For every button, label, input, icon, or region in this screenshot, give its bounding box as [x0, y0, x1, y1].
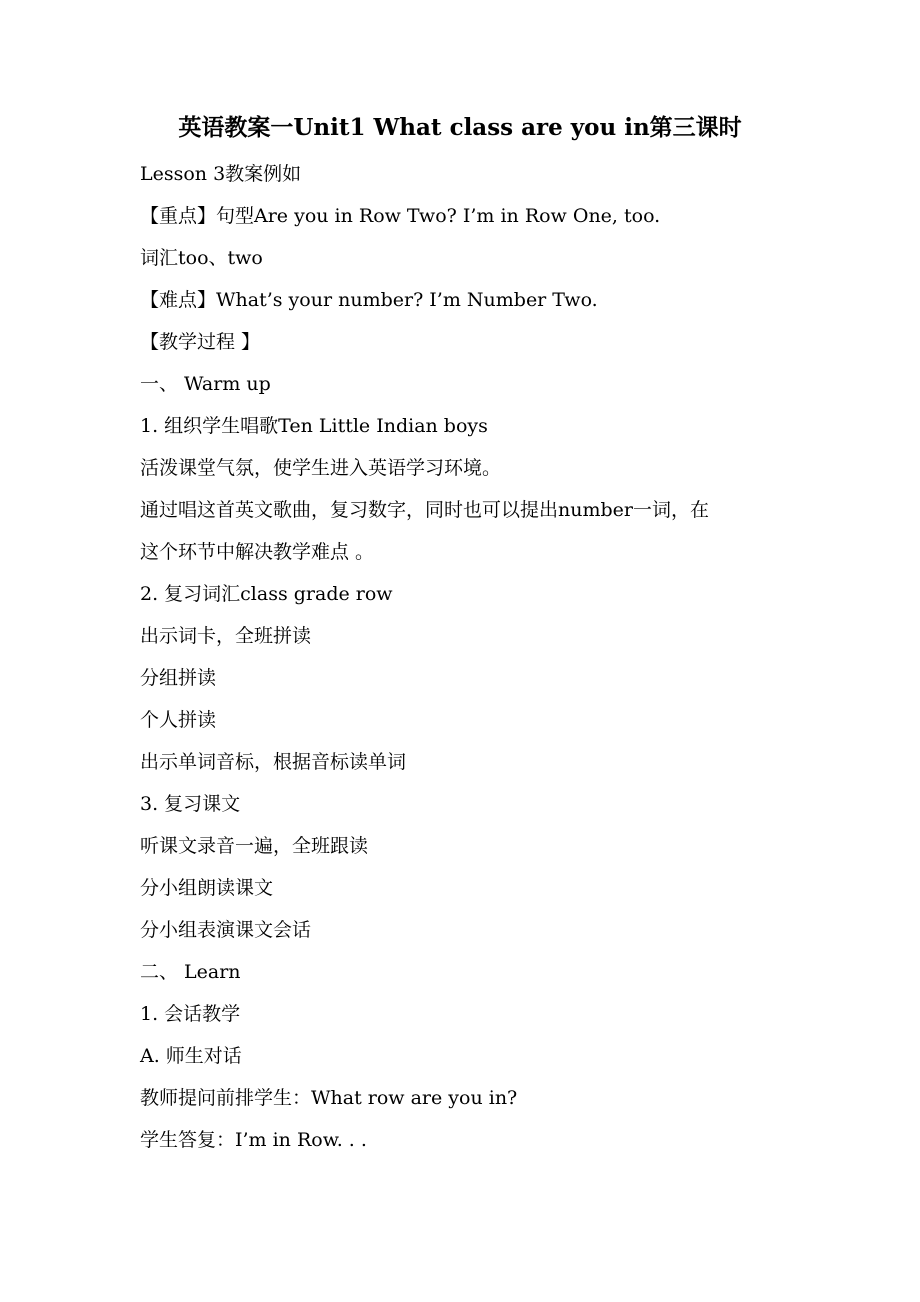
text-line: 【重点】句型Are you in Row Two? I’m in Row One, too. [140, 205, 661, 227]
text-line: 【难点】What’s your number? I’m Number Two. [140, 289, 598, 311]
text-line: 2. 复习词汇class grade row [140, 583, 393, 605]
text-line: 教师提问前排学生：What row are you in? [140, 1087, 518, 1109]
text-line: 1. 会话教学 [140, 1003, 241, 1025]
text-line: 学生答复：I’m in Row. . . [140, 1129, 367, 1151]
text-line: 通过唱这首英文歌曲，复习数字，同时也可以提出number一词，在 [140, 499, 709, 521]
text-line: 1. 组织学生唱歌Ten Little Indian boys [140, 415, 488, 437]
text-line: 出示词卡，全班拼读 [140, 625, 312, 647]
text-line: 听课文录音一遍，全班跟读 [140, 835, 369, 857]
text-line: 【教学过程 】 [140, 331, 261, 353]
text-line: 一、 Warm up [140, 373, 271, 395]
text-line: 个人拼读 [140, 709, 217, 731]
text-line: Lesson 3教案例如 [140, 163, 302, 185]
text-line: 3. 复习课文 [140, 793, 241, 815]
text-line: 分组拼读 [140, 667, 217, 689]
text-line: 二、 Learn [140, 961, 241, 983]
text-line: 活泼课堂气氛，使学生进入英语学习环境。 [140, 457, 502, 479]
document-title: 英语教案一Unit1 What class are you in第三课时 [178, 114, 742, 141]
document-body [140, 153, 780, 1161]
text-line: A. 师生对话 [140, 1045, 242, 1067]
text-line: 出示单词音标，根据音标读单词 [140, 751, 407, 773]
text-line: 分小组朗读课文 [140, 877, 274, 899]
text-line: 词汇too、two [140, 247, 263, 269]
text-line: 分小组表演课文会话 [140, 919, 312, 941]
text-line: 这个环节中解决教学难点 。 [140, 541, 375, 563]
